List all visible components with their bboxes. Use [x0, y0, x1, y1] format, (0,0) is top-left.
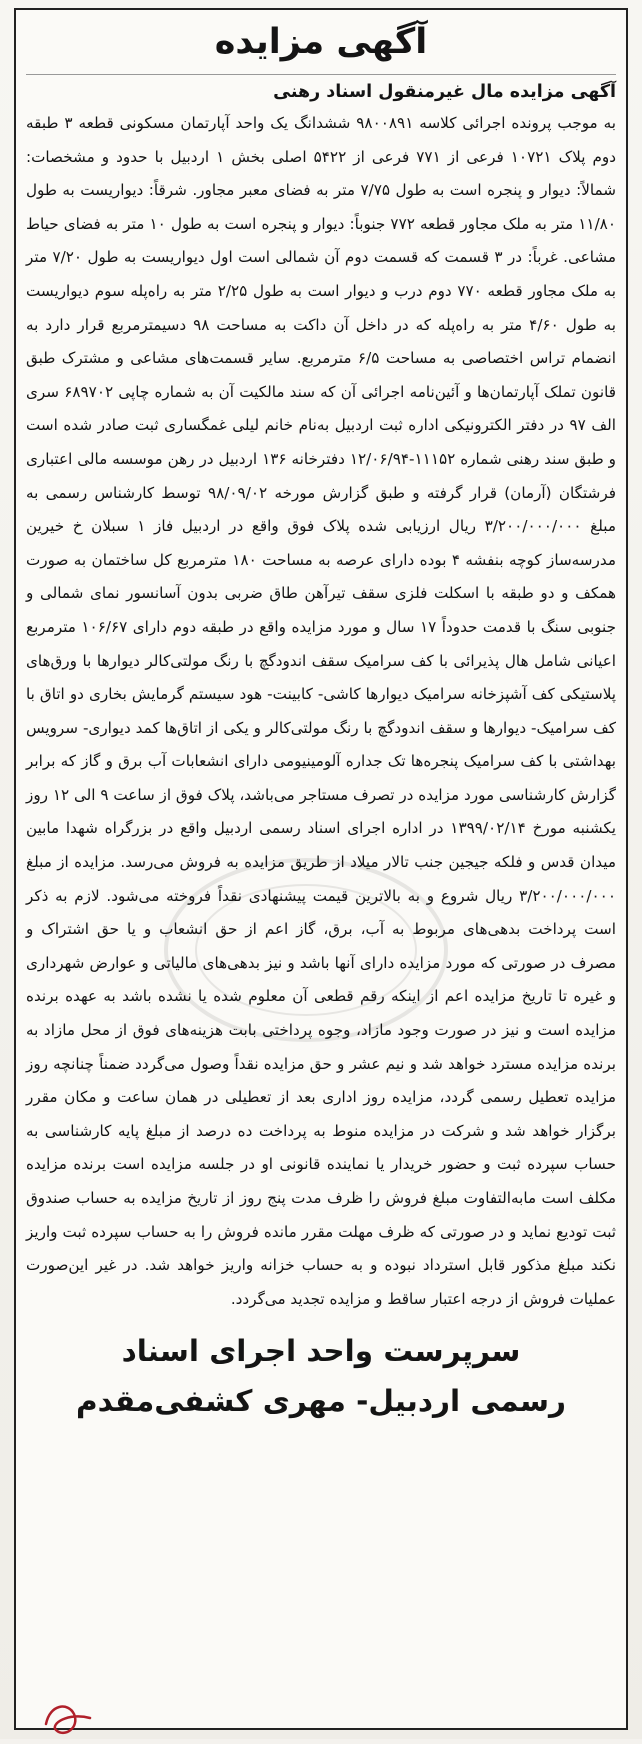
notice-body: به موجب پرونده اجرائی کلاسه ۹۸۰۰۸۹۱ ششدانگ یک واحد آپارتمان مسکونی قطعه ۳ طبقه دوم پلاک ۱۰۷۲۱ فرعی از ۷۷۱ فرعی از ۵۴۲۲ اصلی بخش ۱ اردبیل با حدود و مشخصات: شمالاً: دیوار و پنجره است به طول ۷/۷۵ متر به فضای معبر مجاور. شرقاً: دیواریست به طول ۱۱/۸۰ متر به ملک مجاور قطعه ۷۷۲ جنوباً: دیوار و پنجره است به طول ۱۰ متر به فضای حیاط مشاعی. غرباً: در ۳ قسمت که قسمت دوم آن شمالی است اول دیواریست به طول ۷/۲۰ متر به ملک مجاور قطعه ۷۷۰ دوم درب و دیوار است به طول ۲/۲۵ متر به راه‌پله سوم دیواریست به طول ۴/۶۰ متر به راه‌پله که در داخل آن داکت به مساحت ۹۸ دسیمترمربع قرار دارد به انضمام تراس اختصاصی به مساحت ۶/۵ مترمربع. سایر قسمت‌های مشاعی و مشترک طبق قانون تملک آپارتمان‌ها و آئین‌نامه اجرائی آن که سند مالکیت آن به شماره چاپی ۶۸۹۷۰۲ سری الف ۹۷ در دفتر الکترونیکی اداره ثبت اردبیل به‌نام خانم لیلی غمگساری ثبت صادر شده است و طبق سند رهنی شماره ۱۱۱۵۲-۱۲/۰۶/۹۴ دفترخانه ۱۳۶ اردبیل در رهن موسسه مالی اعتباری فرشتگان (آرمان) قرار گرفته و طبق گزارش مورخه ۹۸/۰۹/۰۲ توسط کارشناس رسمی به مبلغ ۳/۲۰۰/۰۰۰/۰۰۰ ریال ارزیابی شده پلاک فوق واقع در اردبیل فاز ۱ سبلان خ خیرین مدرسه‌ساز کوچه بنفشه ۴ بوده دارای عرصه به مساحت ۱۸۰ مترمربع کل ساختمان به صورت همکف و دو طبقه با اسکلت فلزی سقف تیرآهن طاق ضربی بدون آسانسور نمای شمالی و جنوبی سنگ با قدمت حدوداً ۱۷ سال و مورد مزایده واقع در طبقه دوم دارای ۱۰۶/۶۷ مترمربع اعیانی شامل هال پذیرائی با کف سرامیک سقف اندودگچ با رنگ مولتی‌کالر دیوارها با ورق‌های پلاستیکی کف آشپزخانه سرامیک دیوارها کاشی- کابینت- هود سیستم گرمایش بخاری دو اتاق با کف سرامیک- دیوارها و سقف اندودگچ با رنگ مولتی‌کالر و یکی از اتاق‌ها کمد دیواری- سرویس بهداشتی با کف سرامیک پنجره‌ها تک جداره آلومینیومی دارای انشعابات آب برق و گاز که برابر گزارش کارشناسی مورد مزایده در تصرف مستاجر می‌باشد، پلاک فوق از ساعت ۹ الی ۱۲ روز یکشنبه مورخ ۱۳۹۹/۰۲/۱۴ در اداره اجرای اسناد رسمی اردبیل واقع در بزرگراه شهدا مابین میدان قدس و فلکه جیجین جنب تالار میلاد از طریق مزایده به فروش می‌رسد. مزایده از مبلغ ۳/۲۰۰/۰۰۰/۰۰۰ ریال شروع و به بالاترین قیمت پیشنهادی نقداً فروخته می‌شود. لازم به ذکر است پرداخت بدهی‌های مربوط به آب، برق، گاز اعم از حق انشعاب و یا حق اشتراک و مصرف در صورتی که مورد مزایده دارای آنها باشد و نیز بدهی‌های مالیاتی و عوارض شهرداری و غیره تا تاریخ مزایده اعم از اینکه رقم قطعی آن معلوم شده یا نشده باشد به عهده برنده مزایده است و نیز در صورت وجود مازاد، وجوه پرداختی بابت هزینه‌های فوق از محل مازاد به برنده مزایده مسترد خواهد شد و نیم عشر و حق مزایده نقداً وصول می‌گردد ضمناً چنانچه روز مزایده تعطیل رسمی گردد، مزایده روز اداری بعد از تعطیلی در همان ساعت و مکان مقرر برگزار خواهد شد و شرکت در مزایده منوط به پرداخت ده درصد از مبلغ پایه کارشناسی به حساب سپرده ثبت و حضور خریدار یا نماینده قانونی او در جلسه مزایده است برنده مزایده مکلف است مابه‌التفاوت مبلغ فروش را ظرف مدت پنج روز از تاریخ مزایده به حساب صندوق ثبت تودیع نماید و در صورتی که ظرف مهلت مقرر مانده فروش را به حساب سپرده ثبت واریز نکند مبلغ مذکور قابل استرداد نبوده و به حساب خزانه واریز خواهد شد. در غیر این‌صورت عملیات فروش از درجه اعتبار ساقط و مزایده تجدید می‌گردد. — [26, 114, 617, 1308]
signature-block — [26, 1326, 616, 1426]
signature-line-2: رسمی اردبیل- مهری کشفی‌مقدم — [76, 1384, 566, 1419]
signature-line-1: سرپرست واحد اجرای اسناد — [121, 1334, 521, 1369]
handwritten-mark — [38, 1694, 98, 1744]
notice-frame — [14, 8, 628, 1730]
notice-title: آگهی مزایده — [26, 12, 616, 75]
notice-subtitle: آگهی مزایده مال غیرمنقول اسناد رهنی — [273, 82, 616, 102]
